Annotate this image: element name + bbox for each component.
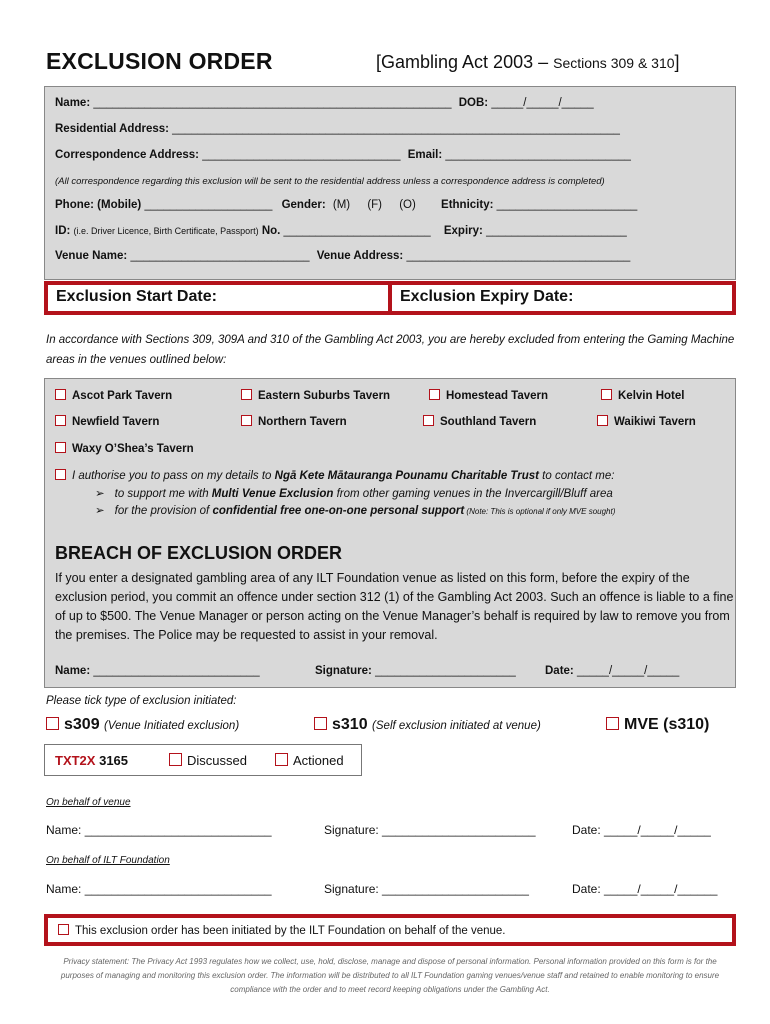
venue-behalf-name-row: Name: ____________________________ [46, 823, 272, 837]
ilt-behalf-signature-field[interactable]: ______________________ [382, 882, 529, 896]
venue-behalf-date-row: Date: _____/_____/_____ [572, 823, 711, 837]
checkbox-icon [597, 415, 608, 426]
arrow-bullet-icon: ➢ [95, 488, 105, 500]
breach-date-field[interactable]: _____/_____/_____ [576, 665, 680, 677]
ilt-initiated-box [44, 914, 736, 946]
checkbox-icon [241, 415, 252, 426]
breach-name-field[interactable]: __________________________ [93, 665, 260, 677]
correspondence-row: Correspondence Address: _______________________________ Email: _____________________________ [55, 149, 631, 161]
ilt-behalf-name-field[interactable]: ____________________________ [84, 882, 272, 896]
intro-text: In accordance with Sections 309, 309A and 310 of the Gambling Act 2003, you are hereby excluded from entering the Gaming Machine areas in the venues outlined below: [46, 334, 735, 366]
discussed-checkbox[interactable]: Discussed [169, 753, 247, 768]
checkbox-icon [58, 924, 69, 935]
venue-checkbox-newfield[interactable]: Newfield Tavern [55, 415, 159, 428]
venue-checkbox-eastern-suburbs[interactable]: Eastern Suburbs Tavern [241, 389, 390, 402]
ilt-behalf-heading: On behalf of ILT Foundation [46, 855, 170, 866]
venue-behalf-signature-row: Signature: _______________________ [324, 823, 536, 837]
residential-row: Residential Address: ______________________________________________________________________ [55, 123, 620, 135]
breach-date-row: Date: _____/_____/_____ [545, 665, 680, 677]
exclusion-type-prompt: Please tick type of exclusion initiated: [46, 695, 237, 707]
breach-signature-row: Signature: ______________________ [315, 665, 516, 677]
name-field[interactable]: ________________________________________________________ [93, 97, 452, 109]
ilt-behalf-name-row: Name: ____________________________ [46, 882, 272, 896]
venue-row: Venue Name: ____________________________ Venue Address: ___________________________________ [55, 250, 631, 262]
checkbox-icon [601, 389, 612, 400]
txt2x-label: TXT2X 3165 [55, 753, 129, 768]
venue-checkbox-waikiwi[interactable]: Waikiwi Tavern [597, 415, 696, 428]
checkbox-icon [275, 753, 288, 766]
authorise-bullet-support: ➢ for the provision of confidential free one-on-one personal support (Note: This is optional if only MVE sought) [95, 505, 616, 517]
phone-field[interactable]: ____________________ [144, 199, 273, 211]
id-expiry-field[interactable]: ______________________ [486, 225, 627, 237]
venue-checkbox-kelvin[interactable]: Kelvin Hotel [601, 389, 684, 402]
checkbox-icon [55, 389, 66, 400]
gender-o-option[interactable]: (O) [399, 199, 416, 211]
ethnicity-field[interactable]: ______________________ [496, 199, 638, 211]
phone-row: Phone: (Mobile) ____________________ Gender: (M) (F) (O) Ethnicity: ______________________ [55, 199, 638, 211]
s310-checkbox[interactable]: s310 (Self exclusion initiated at venue) [314, 716, 541, 734]
venue-checkbox-southland[interactable]: Southland Tavern [423, 415, 536, 428]
exclusion-start-date-field[interactable]: Exclusion Start Date: [56, 288, 217, 305]
name-row: Name: ________________________________________________________ DOB: _____/_____/_____ [55, 97, 594, 109]
checkbox-icon [423, 415, 434, 426]
breach-signature-field[interactable]: ______________________ [375, 665, 516, 677]
checkbox-icon [606, 717, 619, 730]
correspondence-address-field[interactable]: _______________________________ [202, 149, 401, 161]
arrow-bullet-icon: ➢ [95, 505, 105, 517]
gender-f-option[interactable]: (F) [367, 199, 383, 211]
email-field[interactable]: _____________________________ [445, 149, 631, 161]
checkbox-icon [55, 469, 66, 480]
act-reference: [Gambling Act 2003 – Sections 309 & 310] [376, 52, 680, 72]
exclusion-dates-bar [44, 281, 736, 315]
checkbox-icon [314, 717, 327, 730]
txt2x-box [44, 744, 362, 776]
venue-checkbox-homestead[interactable]: Homestead Tavern [429, 389, 548, 402]
checkbox-icon [429, 389, 440, 400]
authorise-bullet-mve: ➢ to support me with Multi Venue Exclusion from other gaming venues in the Invercargill/Bluff area [95, 488, 613, 500]
venue-behalf-signature-field[interactable]: _______________________ [382, 823, 536, 837]
checkbox-icon [46, 717, 59, 730]
ilt-behalf-date-field[interactable]: _____/_____/______ [604, 882, 718, 896]
privacy-statement: Privacy statement: The Privacy Act 1993 regulates how we collect, use, hold, disclose, manage and dispose of personal information. Personal information provided on this form is for the purposes of managing and monitoring this exclusion order. The information will be distributed to all ILT Foundation gaming venues/venue staff and retained to enable monitoring to ensure compliance with the order and to meet record keeping obligations under the Gambling Act. [60, 957, 720, 994]
breach-name-row: Name: __________________________ [55, 665, 260, 677]
venue-checkbox-northern[interactable]: Northern Tavern [241, 415, 347, 428]
venue-behalf-name-field[interactable]: ____________________________ [84, 823, 272, 837]
actioned-checkbox[interactable]: Actioned [275, 753, 344, 768]
venues-panel [44, 378, 736, 688]
checkbox-icon [169, 753, 182, 766]
ilt-behalf-signature-row: Signature: ______________________ [324, 882, 529, 896]
venue-checkbox-ascot-park[interactable]: Ascot Park Tavern [55, 389, 172, 402]
ilt-initiated-checkbox[interactable]: This exclusion order has been initiated by the ILT Foundation on behalf of the venue. [58, 924, 505, 937]
id-number-field[interactable]: _______________________ [283, 225, 431, 237]
checkbox-icon [55, 415, 66, 426]
id-row: ID: (i.e. Driver Licence, Birth Certificate, Passport) No. _______________________ Expiry: ______________________ [55, 225, 627, 237]
venue-name-field[interactable]: ____________________________ [130, 250, 310, 262]
page-title: EXCLUSION ORDER [46, 48, 273, 74]
exclusion-expiry-date-field[interactable]: Exclusion Expiry Date: [400, 288, 574, 305]
gender-m-option[interactable]: (M) [332, 199, 351, 211]
ilt-behalf-date-row: Date: _____/_____/______ [572, 882, 718, 896]
breach-heading: BREACH OF EXCLUSION ORDER [55, 543, 343, 563]
venue-behalf-heading: On behalf of venue [46, 797, 131, 808]
venue-address-field[interactable]: ___________________________________ [406, 250, 631, 262]
personal-details-panel [44, 86, 736, 280]
checkbox-icon [241, 389, 252, 400]
s309-checkbox[interactable]: s309 (Venue Initiated exclusion) [46, 716, 239, 734]
venue-checkbox-waxy-osheas[interactable]: Waxy O’Shea’s Tavern [55, 442, 194, 455]
dob-field[interactable]: _____/_____/_____ [491, 97, 594, 109]
residential-address-field[interactable]: ______________________________________________________________________ [172, 123, 620, 135]
authorise-checkbox[interactable]: I authorise you to pass on my details to Ngā Kete Mātauranga Pounamu Charitable Trust to contact me: [55, 469, 614, 482]
venue-behalf-date-field[interactable]: _____/_____/_____ [604, 823, 711, 837]
breach-text: If you enter a designated gambling area of any ILT Foundation venue as listed on this form, before the expiry of the exclusion period, you commit an offence under section 312 (1) of the Gambling Act 2003. Such an offence is liable to a fine of up to $500. The Venue Manager or person acting on the Venue Manager’s behalf is required by law to remove you from the premises. The Police may be requested to assist in your removal. [55, 571, 734, 642]
checkbox-icon [55, 442, 66, 453]
mve-checkbox[interactable]: MVE (s310) [606, 716, 709, 734]
correspondence-note: (All correspondence regarding this exclusion will be sent to the residential address unless a correspondence address is completed) [55, 176, 605, 187]
